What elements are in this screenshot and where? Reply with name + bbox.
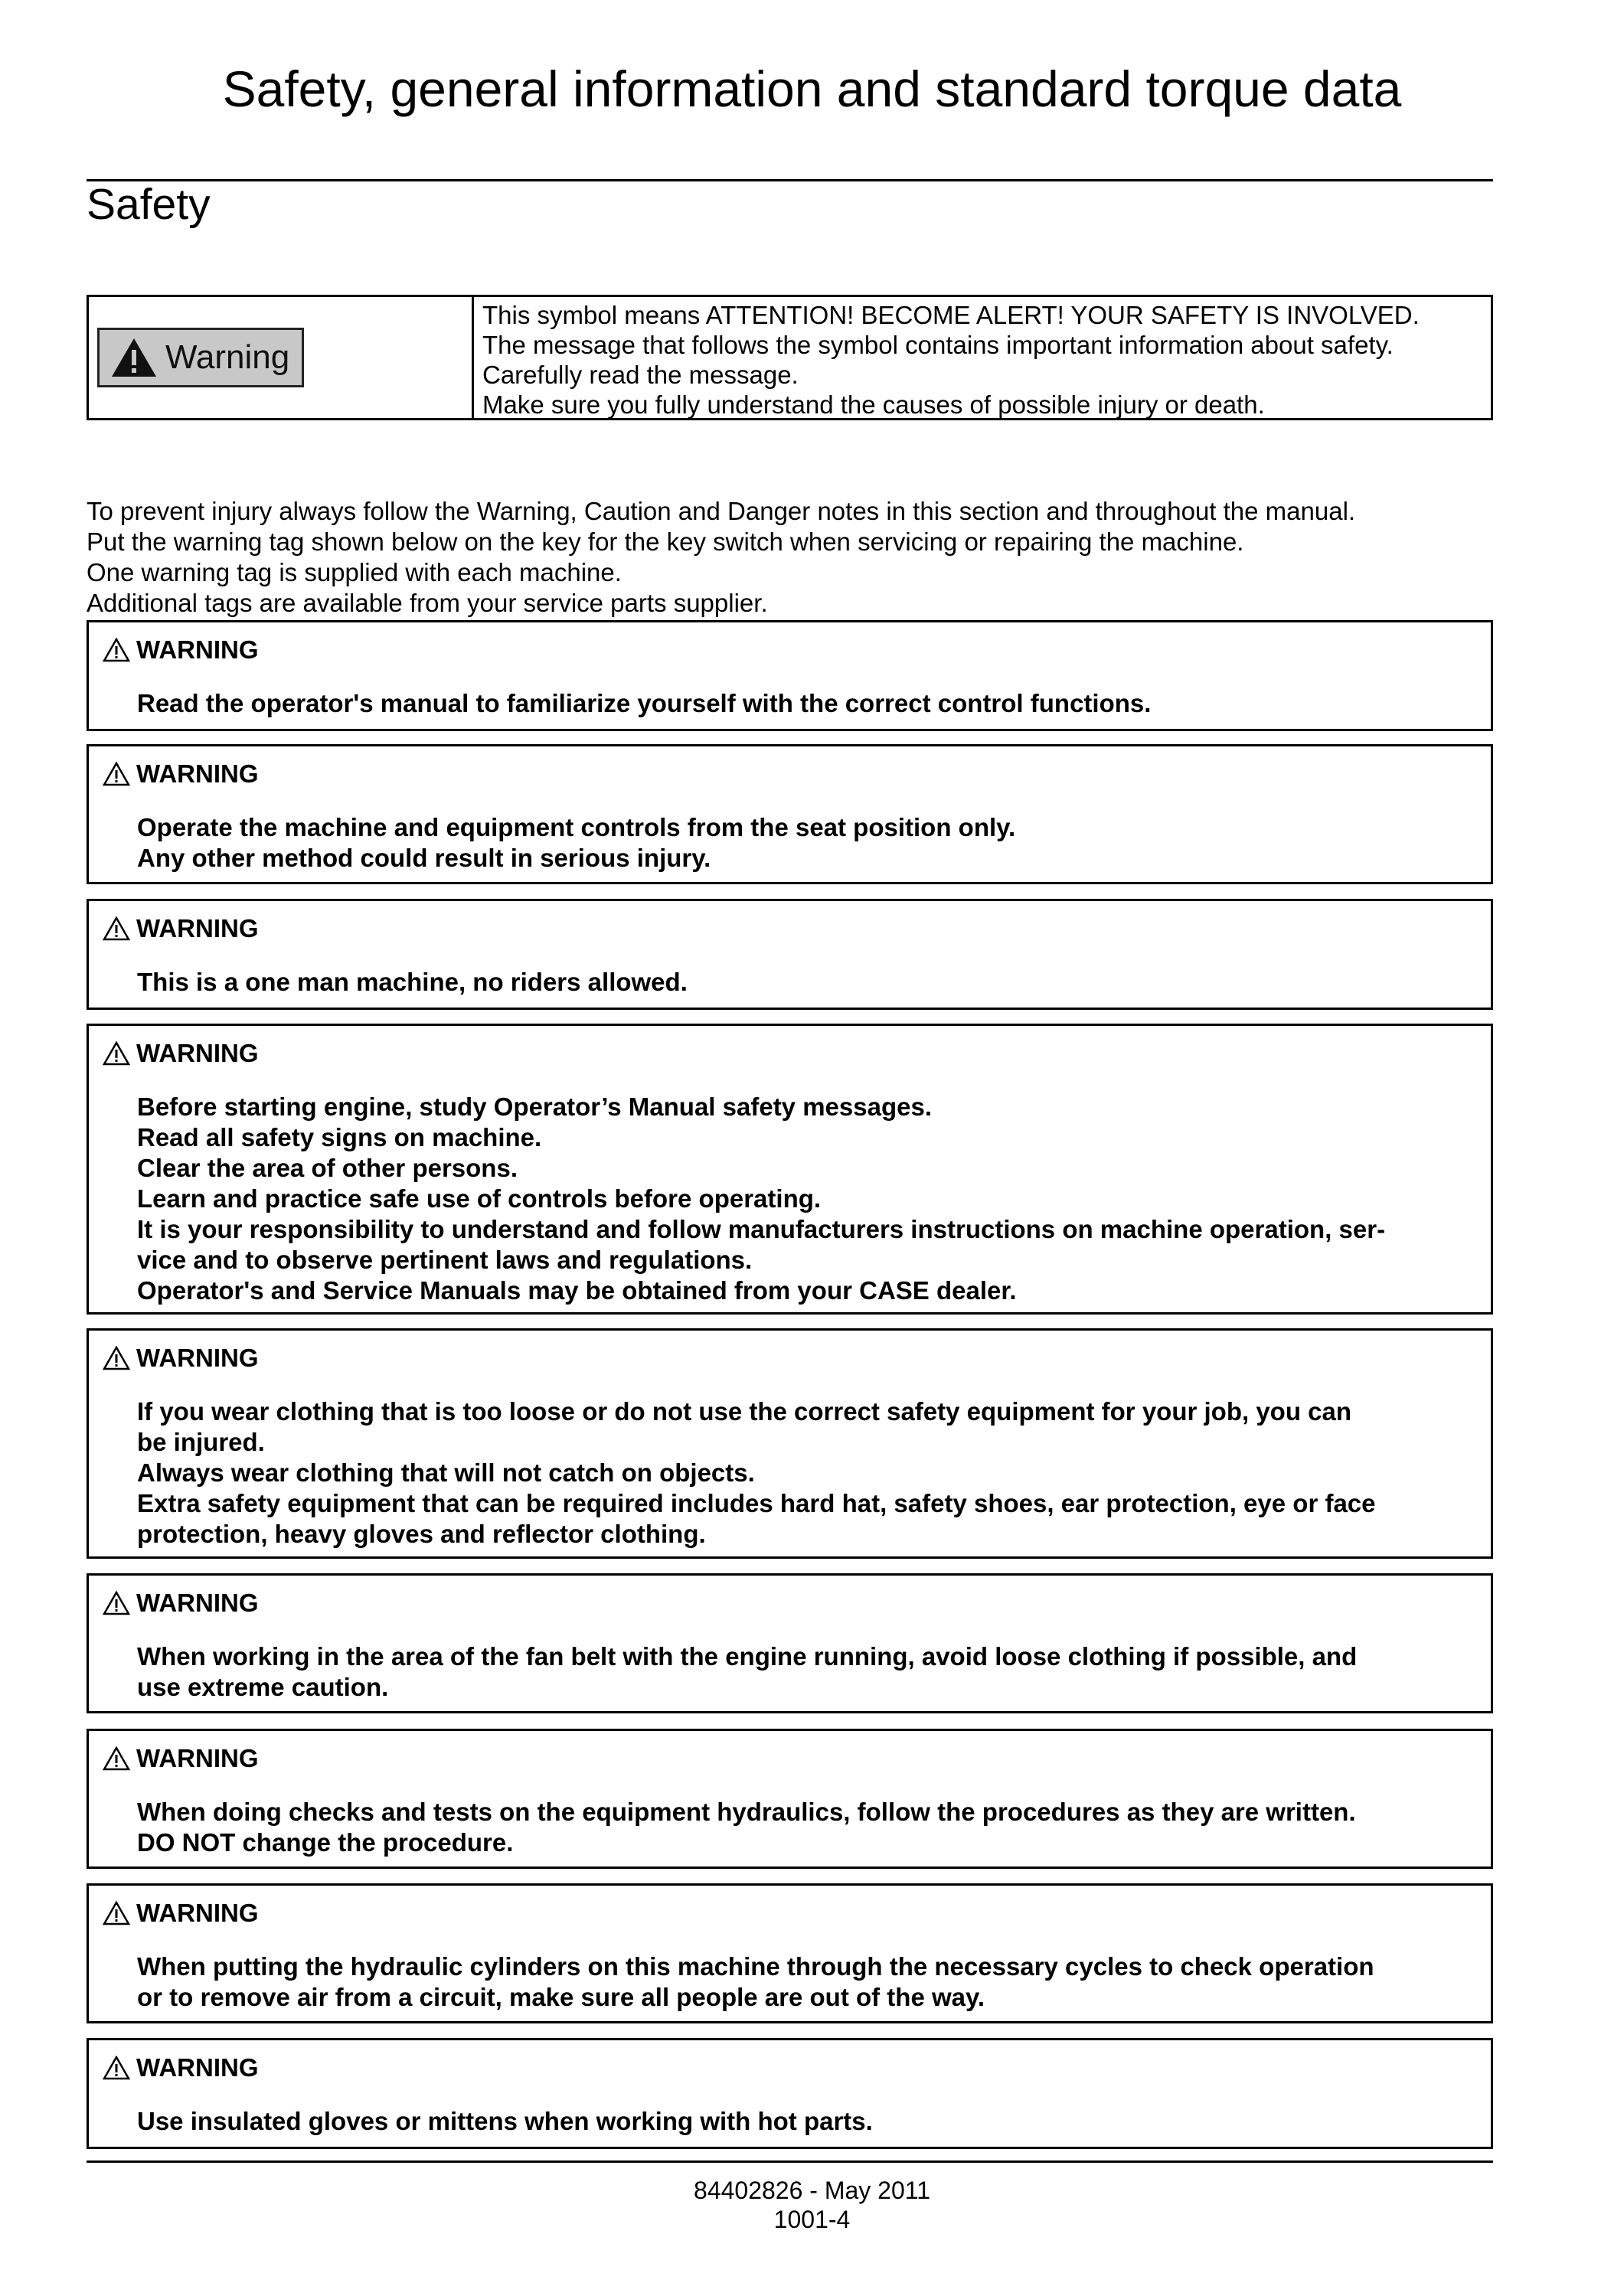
warning-heading-label: WARNING — [136, 1039, 259, 1067]
warning-box — [87, 1729, 1493, 1869]
warning-text-line: DO NOT change the procedure. — [137, 1828, 514, 1857]
warning-triangle-icon — [103, 2056, 130, 2080]
safety-symbol-table — [87, 295, 1493, 420]
intro-line: One warning tag is supplied with each machine. — [87, 558, 622, 586]
symbol-description-line: Make sure you fully understand the causes of possible injury or death. — [482, 390, 1265, 419]
warning-heading-label: WARNING — [136, 1589, 259, 1617]
warning-box — [87, 1573, 1493, 1713]
page-number: 1001-4 — [773, 2206, 851, 2233]
symbol-description-line: This symbol means ATTENTION! BECOME ALERT! YOUR SAFETY IS INVOLVED. — [482, 301, 1420, 329]
warning-heading — [103, 2053, 259, 2083]
intro-line: Additional tags are available from your service parts supplier. — [87, 589, 768, 617]
warning-text — [137, 812, 1015, 874]
warning-text-line: Learn and practice safe use of controls before operating. — [137, 1184, 822, 1213]
warning-text-line: Always wear clothing that will not catch on objects. — [137, 1458, 755, 1487]
warning-triangle-icon — [103, 1591, 130, 1615]
warning-badge — [97, 328, 304, 387]
document-title: Safety, general information and standard torque data — [222, 60, 1402, 117]
warning-text — [137, 688, 1151, 719]
warning-heading — [103, 1038, 259, 1069]
warning-text-line: When working in the area of the fan belt with the engine running, avoid loose clothing if possible, and — [137, 1642, 1358, 1671]
warning-box — [87, 1328, 1493, 1559]
warning-text-line: When putting the hydraulic cylinders on this machine through the necessary cycles to check operation — [137, 1952, 1374, 1981]
warning-text-line: Any other method could result in serious injury. — [137, 844, 711, 872]
document-number: 84402826 - May 2011 — [694, 2177, 930, 2204]
warning-heading-label: WARNING — [136, 1899, 259, 1927]
warning-text-line: Operator's and Service Manuals may be obtained from your CASE dealer. — [137, 1276, 1017, 1305]
warning-text — [137, 2106, 873, 2137]
warning-text-line: Use insulated gloves or mittens when working with hot parts. — [137, 2107, 873, 2135]
warning-heading-label: WARNING — [136, 1744, 259, 1772]
warning-heading-label: WARNING — [136, 1344, 259, 1372]
warning-triangle-icon — [103, 1901, 130, 1925]
warning-text — [137, 1641, 1357, 1703]
warning-box — [87, 1883, 1493, 2023]
warning-triangle-icon — [103, 638, 130, 662]
symbol-description-line: The message that follows the symbol contains important information about safety. — [482, 331, 1394, 359]
warning-triangle-icon — [103, 916, 130, 941]
warning-triangle-icon — [103, 1041, 130, 1066]
intro-line: To prevent injury always follow the Warning, Caution and Danger notes in this section and throughout the manual. — [87, 497, 1356, 525]
warning-text-line: use extreme caution. — [137, 1673, 389, 1701]
warning-text — [137, 1797, 1356, 1858]
symbol-cell — [89, 297, 474, 418]
warning-text-line: Operate the machine and equipment controls from the seat position only. — [137, 813, 1016, 841]
warning-text-line: It is your responsibility to understand and follow manufacturers instructions on machine operation, ser- — [137, 1215, 1386, 1243]
top-rule — [87, 179, 1493, 181]
warning-triangle-icon — [103, 762, 130, 786]
warning-text — [137, 967, 688, 998]
page-footer — [0, 2176, 1624, 2234]
symbol-description — [474, 297, 1491, 418]
warning-text — [137, 1951, 1374, 2013]
intro-paragraph — [87, 496, 1355, 619]
warning-text — [137, 1092, 1385, 1306]
section-title: Safety — [87, 180, 211, 229]
warning-text-line: When doing checks and tests on the equipment hydraulics, follow the procedures as they are written. — [137, 1798, 1356, 1826]
warning-heading — [103, 913, 259, 944]
warning-text-line: Clear the area of other persons. — [137, 1154, 518, 1182]
warning-text-line: Read the operator's manual to familiarize yourself with the correct control functions. — [137, 689, 1152, 717]
warning-heading — [103, 1898, 259, 1929]
warning-heading-label: WARNING — [136, 2053, 259, 2082]
warning-text-line: If you wear clothing that is too loose or do not use the correct safety equipment for your job, you can — [137, 1397, 1352, 1426]
warning-heading — [103, 759, 259, 789]
warning-text-line: or to remove air from a circuit, make sure all people are out of the way. — [137, 1983, 985, 2011]
warning-box — [87, 620, 1493, 731]
warning-heading-label: WARNING — [136, 759, 259, 788]
bottom-rule — [87, 2160, 1493, 2163]
warning-badge-label: Warning — [165, 338, 290, 376]
warning-text — [137, 1396, 1376, 1550]
warning-triangle-icon — [103, 1346, 130, 1370]
warning-text-line: vice and to observe pertinent laws and regulations. — [137, 1246, 753, 1274]
warning-heading — [103, 635, 259, 665]
warning-text-line: Read all safety signs on machine. — [137, 1123, 542, 1151]
warning-triangle-icon — [103, 1746, 130, 1771]
warning-heading — [103, 1588, 259, 1618]
warning-heading-label: WARNING — [136, 914, 259, 942]
warning-box — [87, 744, 1493, 884]
warning-text-line: be injured. — [137, 1428, 265, 1456]
warning-text-line: This is a one man machine, no riders allowed. — [137, 968, 688, 996]
warning-box — [87, 2038, 1493, 2149]
warning-box — [87, 899, 1493, 1010]
warning-text-line: protection, heavy gloves and reflector clothing. — [137, 1520, 706, 1548]
warning-text-line: Before starting engine, study Operator’s Manual safety messages. — [137, 1092, 932, 1121]
warning-text-line: Extra safety equipment that can be required includes hard hat, safety shoes, ear protection, eye or face — [137, 1489, 1376, 1517]
symbol-description-line: Carefully read the message. — [482, 361, 799, 389]
intro-line: Put the warning tag shown below on the key for the key switch when servicing or repairing the machine. — [87, 527, 1244, 556]
warning-heading-label: WARNING — [136, 635, 259, 664]
warning-heading — [103, 1343, 259, 1373]
warning-box — [87, 1024, 1493, 1315]
warning-triangle-icon — [110, 337, 158, 378]
warning-heading — [103, 1743, 259, 1774]
